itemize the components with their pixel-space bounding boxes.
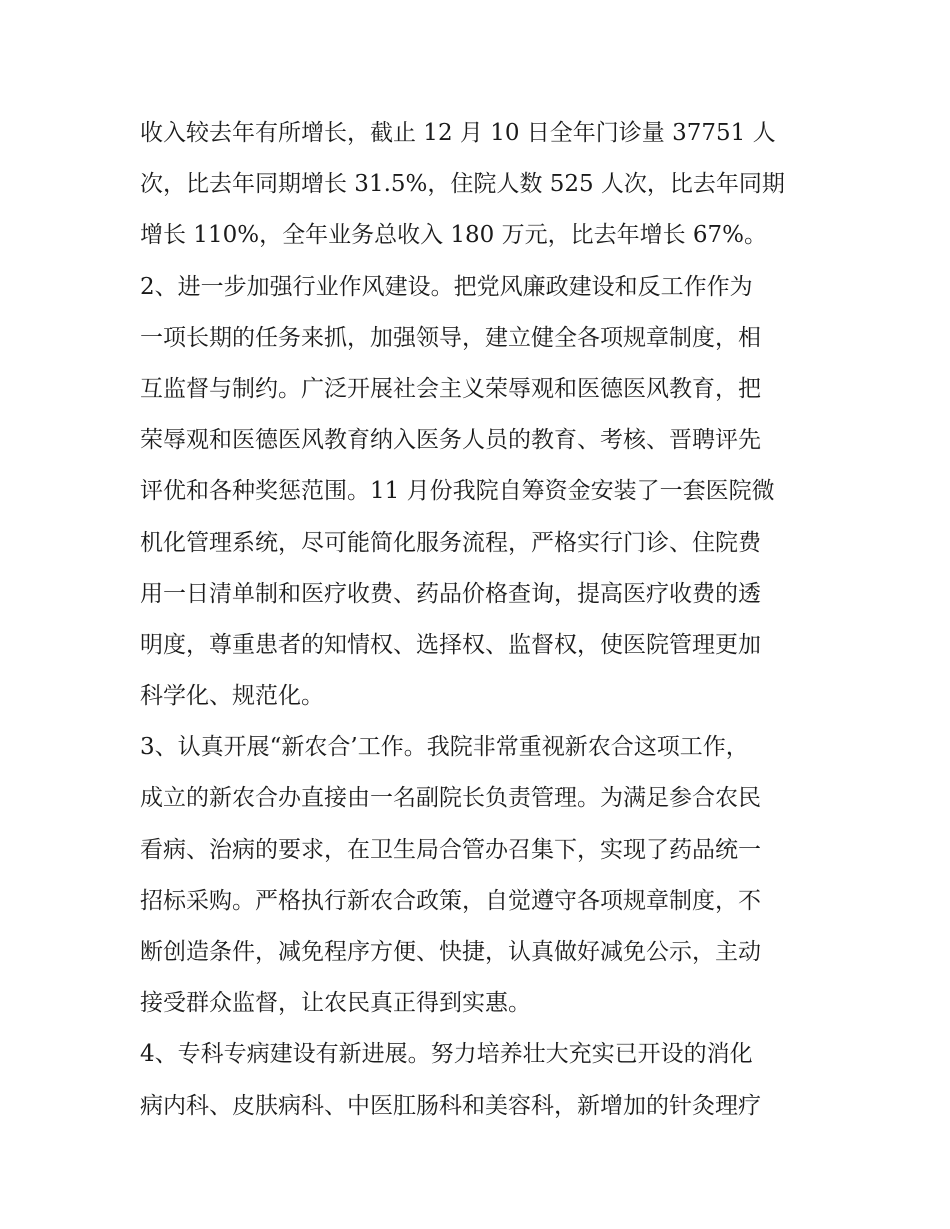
text-line: 次，比去年同期增长 31.5%，住院人数 525 人次，比去年同期	[140, 171, 785, 198]
text-line: 用一日清单制和医疗收费、药品价格查询，提高医疗收费的透	[140, 580, 761, 607]
text-line: 病内科、皮肤病科、中医肛肠科和美容科，新增加的针灸理疗	[140, 1092, 761, 1119]
text-line: 接受群众监督，让农民真正得到实惠。	[140, 990, 531, 1017]
text-line: 成立的新农合办直接由一名副院长负责管理。为满足参合农民	[140, 785, 761, 812]
text-line: 机化管理系统，尽可能简化服务流程，严格实行门诊、住院费	[140, 529, 761, 556]
text-line: 招标采购。严格执行新农合政策，自觉遵守各项规章制度，不	[140, 887, 761, 914]
text-line: 2、进一步加强行业作风建设。把党风廉政建设和反工作作为	[140, 273, 753, 300]
text-line: 收入较去年有所增长，截止 12 月 10 日全年门诊量 37751 人	[140, 120, 776, 146]
text-line: 断创造条件，减免程序方便、快捷，认真做好减免公示，主动	[140, 939, 761, 965]
text-line: 评优和各种奖惩范围。11 月份我院自筹资金安装了一套医院微	[140, 478, 775, 505]
text-line: 一项长期的任务来抓，加强领导，建立健全各项规章制度，相	[140, 324, 761, 351]
document-body	[140, 108, 820, 1132]
text-line: 明度，尊重患者的知情权、选择权、监督权，使医院管理更加	[140, 631, 761, 658]
text-line: 4、专科专病建设有新进展。努力培养壮大充实已开设的消化	[140, 1041, 753, 1068]
text-line: 荣辱观和医德医风教育纳入医务人员的教育、考核、晋聘评先	[140, 427, 761, 454]
text-line: 互监督与制约。广泛开展社会主义荣辱观和医德医风教育，把	[140, 375, 761, 402]
text-line: 看病、治病的要求，在卫生局合管办召集下，实现了药品统一	[140, 836, 761, 863]
text-line: 增长 110%，全年业务总收入 180 万元，比去年增长 67%。	[140, 222, 768, 249]
text-line: 3、认真开展“新农合’工作。我院非常重视新农合这项工作，	[140, 734, 749, 761]
text-line: 科学化、规范化。	[140, 683, 324, 710]
